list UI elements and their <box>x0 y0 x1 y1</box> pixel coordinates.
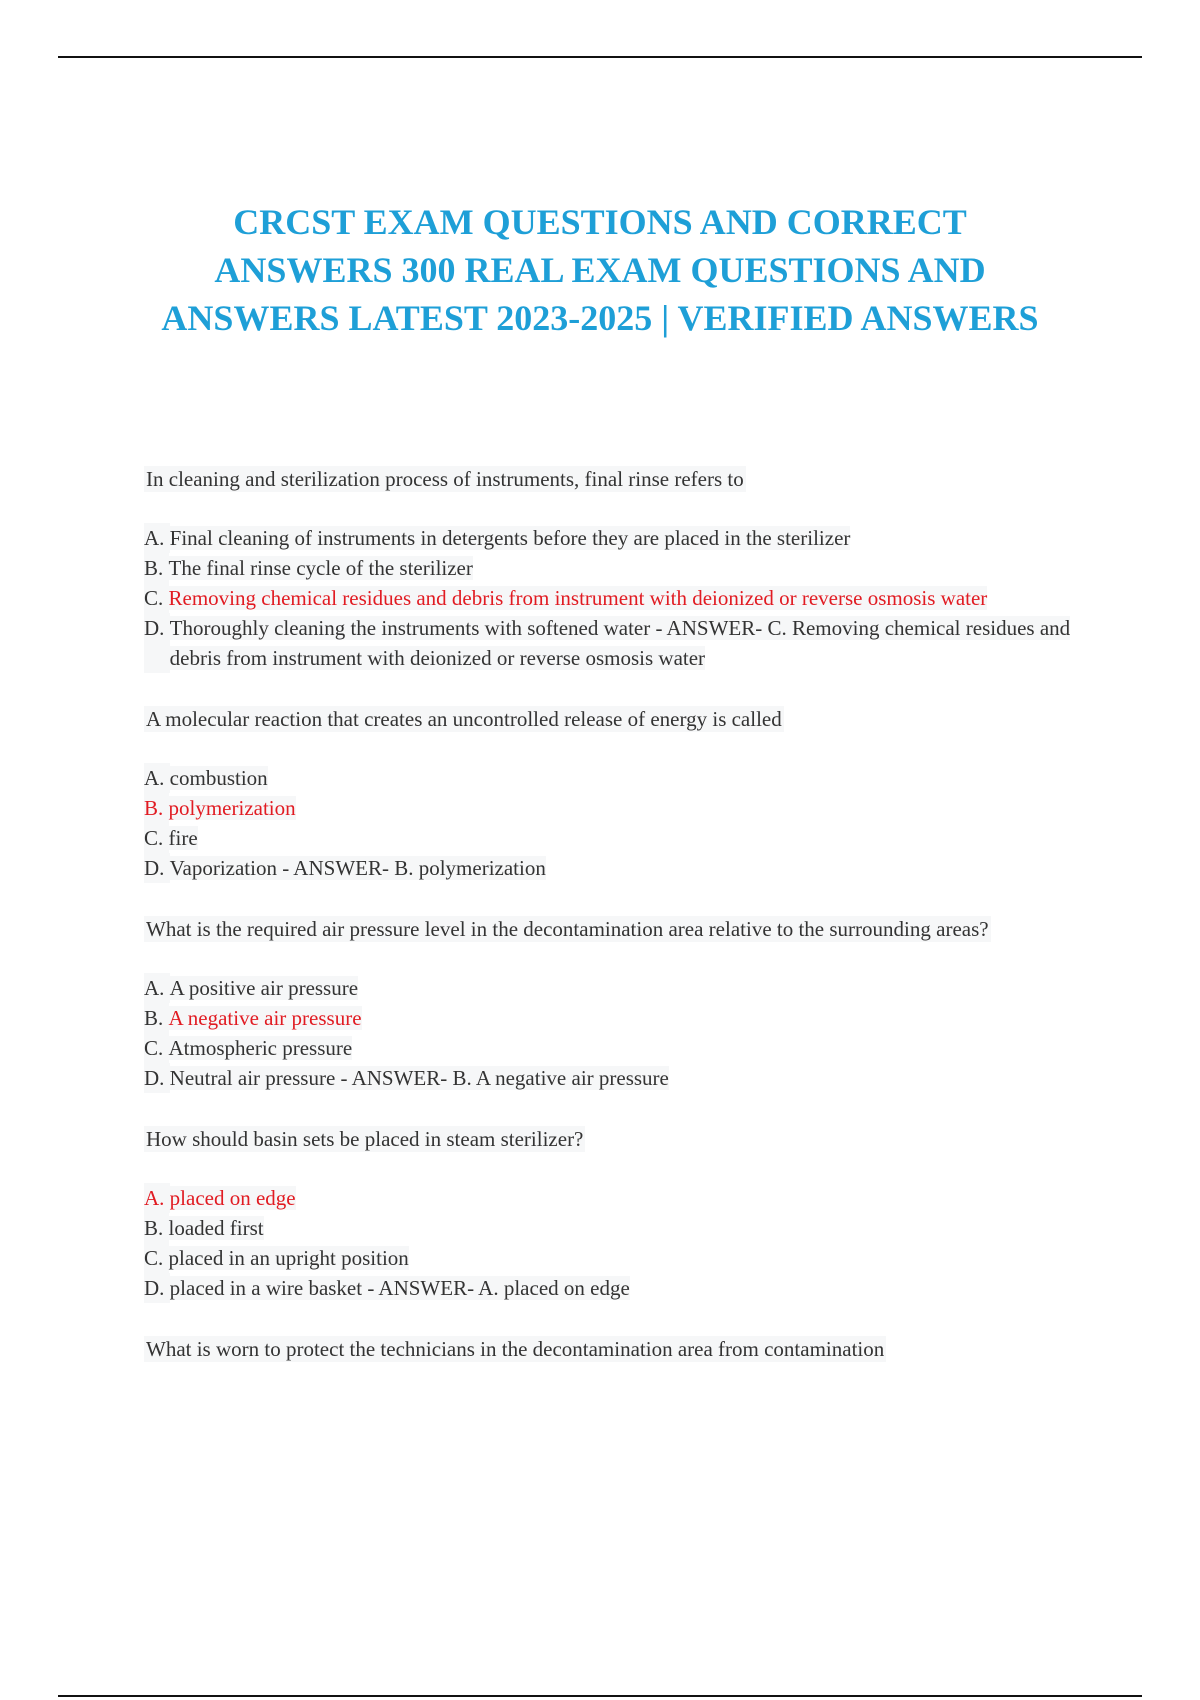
option-item <box>144 1063 1094 1093</box>
top-rule <box>58 56 1142 58</box>
option-text-correct: placed on edge <box>169 1186 296 1210</box>
option-text: fire <box>168 826 198 850</box>
bottom-rule <box>58 1695 1142 1697</box>
option-text: Atmospheric pressure <box>168 1036 353 1060</box>
question-text: What is the required air pressure level in the decontamination area relative to the surrounding areas? <box>146 917 989 941</box>
title-line: CRCST EXAM QUESTIONS AND CORRECT <box>233 202 967 242</box>
option-letter: D. <box>144 1273 170 1303</box>
option-letter: D. <box>144 613 170 673</box>
question-block <box>144 703 1094 883</box>
option-item <box>144 763 1094 793</box>
question-block <box>144 913 1094 1093</box>
option-letter: B. <box>144 1003 169 1033</box>
option-letter: A. <box>144 1183 170 1213</box>
option-list <box>144 523 1094 673</box>
option-text: placed in an upright position <box>168 1246 409 1270</box>
option-text: Neutral air pressure - ANSWER- B. A negative air pressure <box>169 1066 669 1090</box>
option-text: A positive air pressure <box>169 976 359 1000</box>
option-letter: B. <box>144 1213 169 1243</box>
option-text: Final cleaning of instruments in detergents before they are placed in the sterilizer <box>169 526 851 550</box>
option-item <box>144 853 1094 883</box>
question-block <box>144 1123 1094 1303</box>
option-text-correct: Removing chemical residues and debris from instrument with deionized or reverse osmosis water <box>168 586 988 610</box>
question-text: What is worn to protect the technicians in the decontamination area from contamination <box>146 1337 885 1361</box>
option-letter: D. <box>144 853 170 883</box>
option-item-correct <box>144 583 1094 613</box>
option-letter: C. <box>144 1243 169 1273</box>
option-item-correct <box>144 1183 1094 1213</box>
question-list <box>144 463 1094 1395</box>
option-item <box>144 1213 1094 1243</box>
option-item <box>144 523 1094 553</box>
option-text: loaded first <box>168 1216 264 1240</box>
option-item <box>144 1243 1094 1273</box>
question-text: A molecular reaction that creates an uncontrolled release of energy is called <box>146 707 782 731</box>
option-letter: C. <box>144 823 169 853</box>
option-item <box>144 553 1094 583</box>
option-text: Thoroughly cleaning the instruments with softened water - ANSWER- C. Removing chemical residues and debris from instrument with deionized or reverse osmosis water <box>169 616 1071 670</box>
option-letter: B. <box>144 553 169 583</box>
option-text-correct: A negative air pressure <box>168 1006 362 1030</box>
question-block <box>144 1333 1094 1365</box>
option-item-correct <box>144 1003 1094 1033</box>
title-line: ANSWERS LATEST 2023-2025 | VERIFIED ANSWERS <box>161 298 1039 338</box>
option-item <box>144 973 1094 1003</box>
option-item-correct <box>144 793 1094 823</box>
option-text-correct: polymerization <box>168 796 296 820</box>
question-text: How should basin sets be placed in steam sterilizer? <box>146 1127 584 1151</box>
option-text: The final rinse cycle of the sterilizer <box>168 556 473 580</box>
question-text: In cleaning and sterilization process of instruments, final rinse refers to <box>146 467 744 491</box>
option-item <box>144 613 1094 673</box>
option-text: combustion <box>169 766 268 790</box>
question-block <box>144 463 1094 673</box>
option-letter: C. <box>144 1033 169 1063</box>
option-item <box>144 823 1094 853</box>
option-item <box>144 1033 1094 1063</box>
option-letter: A. <box>144 523 170 553</box>
option-letter: B. <box>144 793 169 823</box>
option-list <box>144 763 1094 883</box>
title-line: ANSWERS 300 REAL EXAM QUESTIONS AND <box>214 250 986 290</box>
document-title <box>80 198 1120 342</box>
option-letter: A. <box>144 763 170 793</box>
option-item <box>144 1273 1094 1303</box>
option-letter: A. <box>144 973 170 1003</box>
option-text: placed in a wire basket - ANSWER- A. placed on edge <box>169 1276 630 1300</box>
option-list <box>144 973 1094 1093</box>
option-letter: D. <box>144 1063 170 1093</box>
option-letter: C. <box>144 583 169 613</box>
option-text: Vaporization - ANSWER- B. polymerization <box>169 856 546 880</box>
option-list <box>144 1183 1094 1303</box>
